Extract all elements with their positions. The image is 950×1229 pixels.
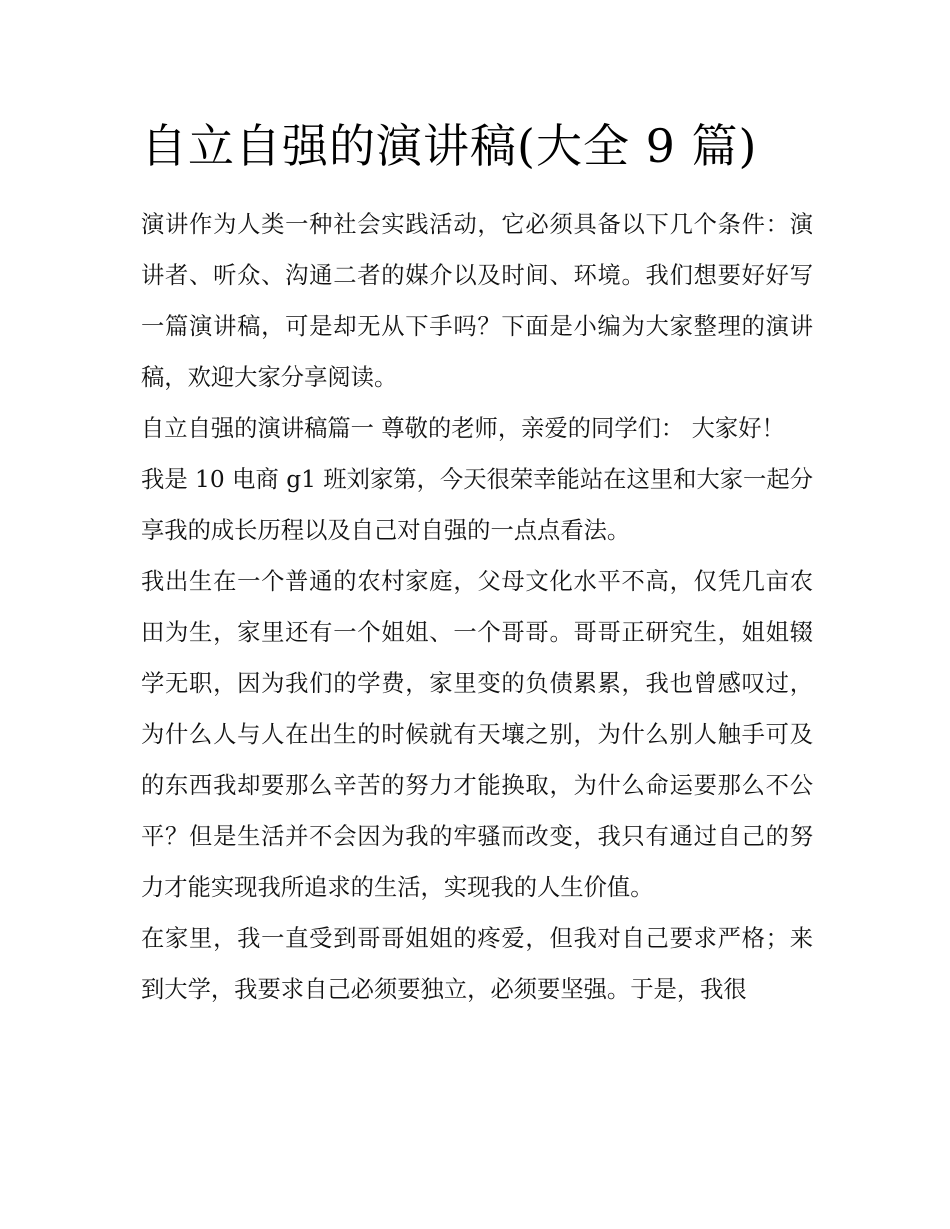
independence-paragraph: 在家里，我一直受到哥哥姐姐的疼爱，但我对自己要求严格；来到大学，我要求自己必须要独立，必须要坚强。于是，我很 <box>141 925 813 1003</box>
family-background-paragraph: 我出生在一个普通的农村家庭，父母文化水平不高，仅凭几亩农田为生，家里还有一个姐姐、一个哥哥。哥哥正研究生，姐姐辍学无职，因为我们的学费，家里变的负债累累，我也曾感叹过，为什么人与人在出生的时候就有天壤之别，为什么别人触手可及的东西我却要那么辛苦的努力才能换取，为什么命运要那么不公平？但是生活并不会因为我的牢骚而改变，我只有通过自己的努力才能实现我所追求的生活，实现我的人生价值。 <box>141 568 813 901</box>
document-title: 自立自强的演讲稿(大全 9 篇) <box>141 119 758 173</box>
intro-paragraph: 演讲作为人类一种社会实践活动，它必须具备以下几个条件：演讲者、听众、沟通二者的媒介以及时间、环境。我们想要好好写一篇演讲稿，可是却无从下手吗？下面是小编为大家整理的演讲稿，欢迎大家分享阅读。 <box>141 211 813 391</box>
document-body <box>141 199 813 1015</box>
salutation-paragraph: 自立自强的演讲稿篇一 尊敬的老师，亲爱的同学们： 大家好！ <box>141 415 785 442</box>
self-introduction-paragraph: 我是 10 电商 g1 班刘家第，今天很荣幸能站在这里和大家一起分享我的成长历程以及自己对自强的一点点看法。 <box>141 466 813 544</box>
